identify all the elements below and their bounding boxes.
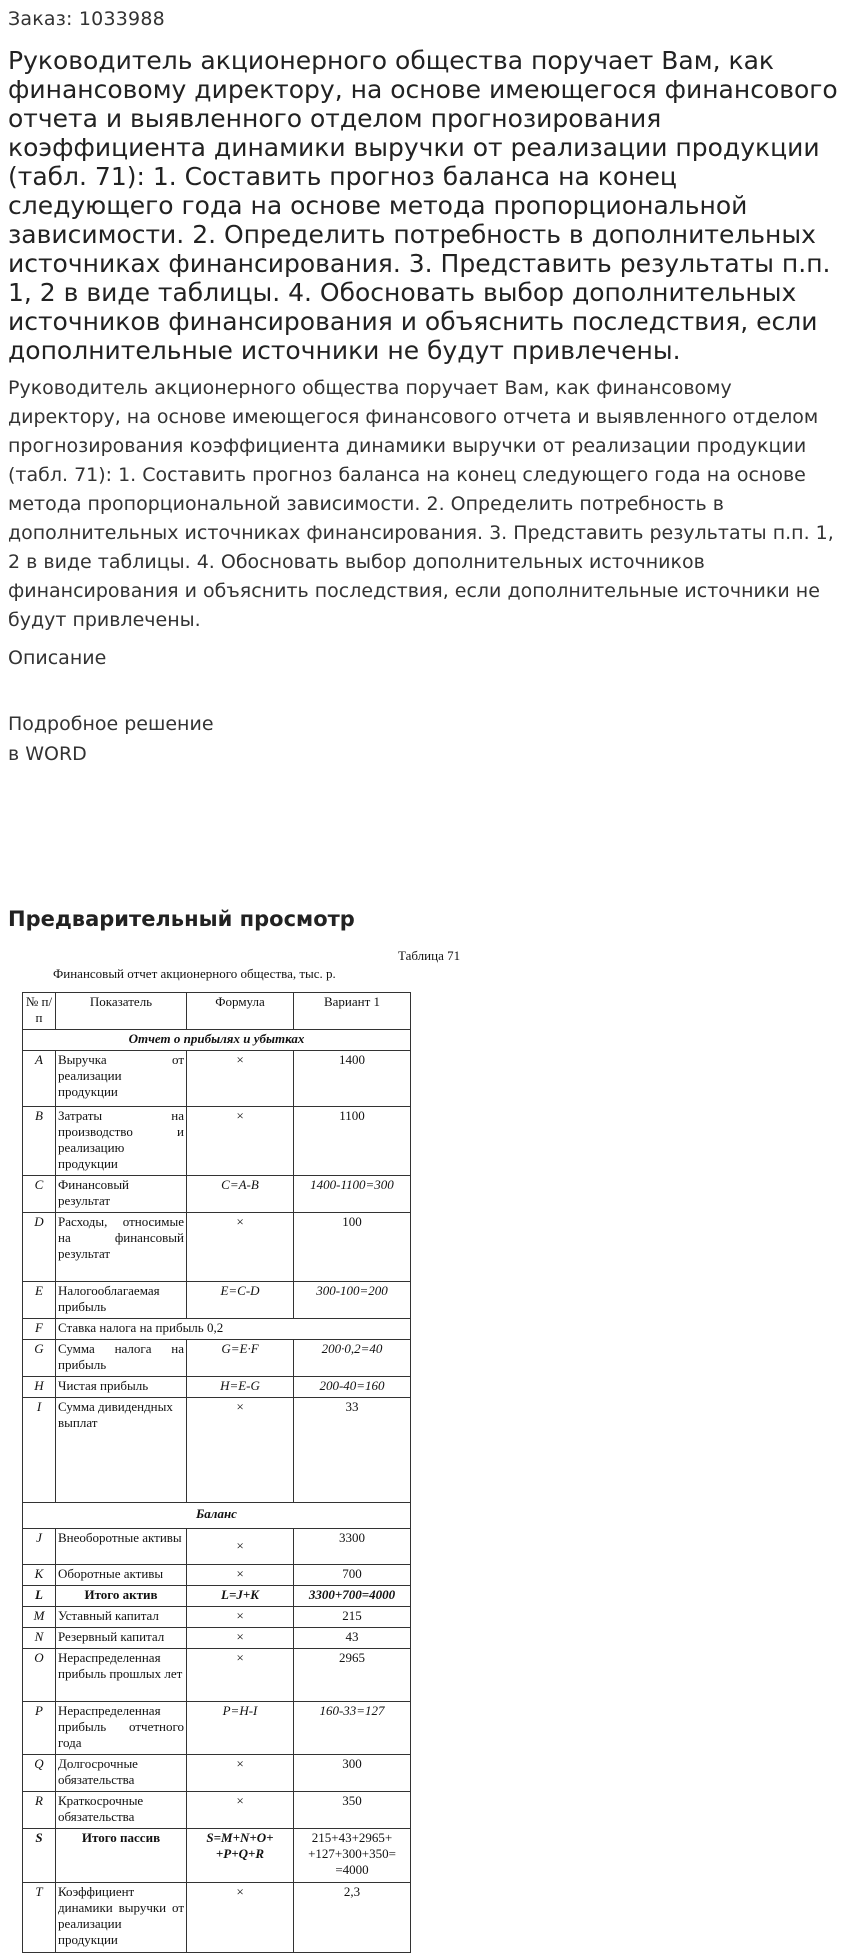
row-value: 1400 xyxy=(294,1051,411,1107)
row-indicator: Итого актив xyxy=(56,1586,187,1607)
row-letter: O xyxy=(23,1649,56,1702)
table-row xyxy=(23,1565,411,1586)
header-variant: Вариант 1 xyxy=(294,993,411,1030)
header-formula: Формула xyxy=(187,993,294,1030)
table-row xyxy=(23,1607,411,1628)
row-letter: E xyxy=(23,1282,56,1319)
row-formula: × xyxy=(187,1883,294,1953)
preview-title: Предварительный просмотр xyxy=(8,907,355,931)
solution-format xyxy=(8,709,214,769)
row-formula: P=H-I xyxy=(187,1702,294,1755)
header-num: № п/п xyxy=(23,993,56,1030)
table-caption: Таблица 71 xyxy=(398,948,461,963)
row-letter: I xyxy=(23,1398,56,1503)
row-value: 2965 xyxy=(294,1649,411,1702)
row-indicator: Нераспределенная прибыль отчетного года xyxy=(56,1702,187,1755)
row-formula: × xyxy=(187,1529,294,1565)
header-indicator: Показатель xyxy=(56,993,187,1030)
row-formula: H=E-G xyxy=(187,1377,294,1398)
row-value: 215 xyxy=(294,1607,411,1628)
row-formula: E=C-D xyxy=(187,1282,294,1319)
row-formula: × xyxy=(187,1607,294,1628)
table-row xyxy=(23,1755,411,1792)
table-row xyxy=(23,1628,411,1649)
table-row xyxy=(23,1176,411,1213)
section-income-statement: Отчет о прибылях и убытках xyxy=(23,1030,411,1051)
table-row xyxy=(23,1282,411,1319)
row-indicator: Ставка налога на прибыль 0,2 xyxy=(56,1319,411,1340)
row-value: 700 xyxy=(294,1565,411,1586)
section-balance: Баланс xyxy=(23,1503,411,1529)
row-formula: × xyxy=(187,1792,294,1829)
row-indicator: Расходы, относимые на финансовый результат xyxy=(56,1213,187,1282)
solution-format-line1: Подробное решение xyxy=(8,713,214,735)
table-row xyxy=(23,1107,411,1176)
row-value: 350 xyxy=(294,1792,411,1829)
row-formula: G=E·F xyxy=(187,1340,294,1377)
row-letter: H xyxy=(23,1377,56,1398)
row-formula: C=A-B xyxy=(187,1176,294,1213)
row-formula: × xyxy=(187,1755,294,1792)
row-indicator: Налогооблагаемая прибыль xyxy=(56,1282,187,1319)
row-value: 3300+700=4000 xyxy=(294,1586,411,1607)
row-value: 2,3 xyxy=(294,1883,411,1953)
document-preview xyxy=(20,946,480,1947)
row-indicator: Внеоборотные активы xyxy=(56,1529,187,1565)
table-row xyxy=(23,1340,411,1377)
solution-format-line2: в WORD xyxy=(8,743,87,765)
row-letter: P xyxy=(23,1702,56,1755)
table-title: Финансовый отчет акционерного общества, тыс. р. xyxy=(53,966,336,981)
table-row xyxy=(23,1377,411,1398)
row-value: 1400-1100=300 xyxy=(294,1176,411,1213)
row-value: 43 xyxy=(294,1628,411,1649)
table-row xyxy=(23,1792,411,1829)
row-letter: L xyxy=(23,1586,56,1607)
row-letter: D xyxy=(23,1213,56,1282)
table-row xyxy=(23,1702,411,1755)
table-row xyxy=(23,1213,411,1282)
row-formula: × xyxy=(187,1051,294,1107)
row-indicator: Итого пассив xyxy=(56,1829,187,1883)
row-value: 300 xyxy=(294,1755,411,1792)
row-value: 160-33=127 xyxy=(294,1702,411,1755)
row-letter: S xyxy=(23,1829,56,1883)
row-indicator: Оборотные активы xyxy=(56,1565,187,1586)
financial-report-table xyxy=(22,992,411,1953)
table-row xyxy=(23,1883,411,1953)
row-formula: S=M+N+O+ +P+Q+R xyxy=(187,1829,294,1883)
table-row xyxy=(23,1319,411,1340)
table-row xyxy=(23,1398,411,1503)
row-letter: N xyxy=(23,1628,56,1649)
row-indicator: Уставный капитал xyxy=(56,1607,187,1628)
table-row xyxy=(23,1649,411,1702)
row-indicator: Краткосрочные обязательства xyxy=(56,1792,187,1829)
table-row-total-assets xyxy=(23,1586,411,1607)
row-letter: F xyxy=(23,1319,56,1340)
row-value: 200·0,2=40 xyxy=(294,1340,411,1377)
row-value: 100 xyxy=(294,1213,411,1282)
row-value: 1100 xyxy=(294,1107,411,1176)
row-formula: × xyxy=(187,1649,294,1702)
row-letter: A xyxy=(23,1051,56,1107)
row-formula: × xyxy=(187,1107,294,1176)
section-row xyxy=(23,1030,411,1051)
row-formula: × xyxy=(187,1565,294,1586)
row-indicator: Долгосрочные обязательства xyxy=(56,1755,187,1792)
row-indicator: Финансовый результат xyxy=(56,1176,187,1213)
row-indicator: Сумма налога на прибыль xyxy=(56,1340,187,1377)
row-letter: M xyxy=(23,1607,56,1628)
row-value: 3300 xyxy=(294,1529,411,1565)
row-indicator: Коэффициент динамики выручки от реализации продукции xyxy=(56,1883,187,1953)
row-letter: K xyxy=(23,1565,56,1586)
row-indicator: Затраты на производство и реализацию продукции xyxy=(56,1107,187,1176)
row-indicator: Резервный капитал xyxy=(56,1628,187,1649)
row-letter: Q xyxy=(23,1755,56,1792)
table-row xyxy=(23,1051,411,1107)
task-heading: Руководитель акционерного общества поручает Вам, как финансовому директору, на основе имеющегося финансового отчета и выявленного отделом прогнозирования коэффициента динамики выручки от реализации продукции (табл. 71): 1. Составить прогноз баланса на конец следующего года на основе метода пропорциональной зависимости. 2. Определить потребность в дополнительных источниках финансирования. 3. Представить результаты п.п. 1, 2 в виде таблицы. 4. Обосновать выбор дополнительных источников финансирования и объяснить последствия, если дополнительные источники не будут привлечены. xyxy=(8,46,838,365)
row-letter: B xyxy=(23,1107,56,1176)
table-row-total-liabilities xyxy=(23,1829,411,1883)
row-formula: × xyxy=(187,1213,294,1282)
row-letter: C xyxy=(23,1176,56,1213)
row-indicator: Выручка от реализации продукции xyxy=(56,1051,187,1107)
row-value: 300-100=200 xyxy=(294,1282,411,1319)
row-value: 33 xyxy=(294,1398,411,1503)
task-description: Руководитель акционерного общества поручает Вам, как финансовому директору, на основе имеющегося финансового отчета и выявленного отделом прогнозирования коэффициента динамики выручки от реализации продукции (табл. 71): 1. Составить прогноз баланса на конец следующего года на основе метода пропорциональной зависимости. 2. Определить потребность в дополнительных источниках финансирования. 3. Представить результаты п.п. 1, 2 в виде таблицы. 4. Обосновать выбор дополнительных источников финансирования и объяснить последствия, если дополнительные источники не будут привлечены. xyxy=(8,377,834,631)
row-indicator: Чистая прибыль xyxy=(56,1377,187,1398)
row-formula: × xyxy=(187,1628,294,1649)
row-formula: L=J+K xyxy=(187,1586,294,1607)
row-letter: T xyxy=(23,1883,56,1953)
order-number: Заказ: 1033988 xyxy=(8,8,165,30)
row-indicator: Сумма дивидендных выплат xyxy=(56,1398,187,1503)
table-header-row xyxy=(23,993,411,1030)
row-letter: G xyxy=(23,1340,56,1377)
table-row xyxy=(23,1529,411,1565)
row-value: 215+43+2965+ +127+300+350= =4000 xyxy=(294,1829,411,1883)
row-letter: J xyxy=(23,1529,56,1565)
row-value: 200-40=160 xyxy=(294,1377,411,1398)
description-label: Описание xyxy=(8,647,107,669)
row-indicator: Нераспределенная прибыль прошлых лет xyxy=(56,1649,187,1702)
row-letter: R xyxy=(23,1792,56,1829)
row-formula: × xyxy=(187,1398,294,1503)
section-row xyxy=(23,1503,411,1529)
